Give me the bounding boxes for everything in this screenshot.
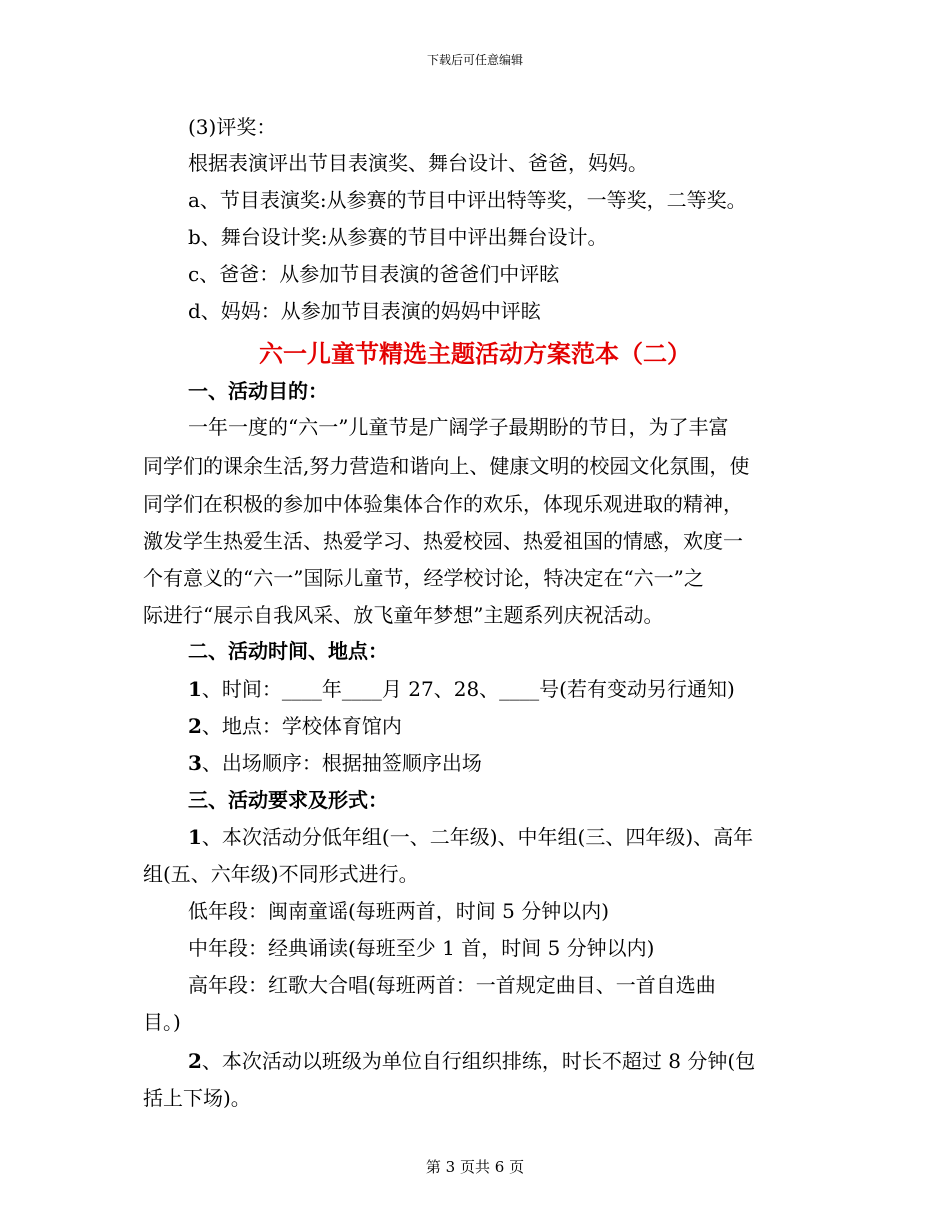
page-header: 下载后可任意编辑 <box>426 53 523 67</box>
paragraph-line: 同学们的课余生活,努力营造和谐向上、健康文明的校园文化氛围，使 <box>143 454 750 478</box>
paragraph-line: 根据表演评出节目表演奖、舞台设计、爸爸，妈妈。 <box>188 151 648 175</box>
item-number: 3 <box>188 751 202 775</box>
group-low: 低年段：闽南童谣(每班两首，时间 5 分钟以内) <box>188 899 610 923</box>
item-number: 2 <box>188 1049 202 1073</box>
page-footer: 第 3 页共 6 页 <box>425 1158 525 1176</box>
item-text: 、本次活动以班级为单位自行组织排练，时长不超过 8 分钟(包 <box>201 1049 756 1073</box>
list-item-rehearsal <box>188 1047 755 1075</box>
paragraph-line: 激发学生热爱生活、热爱学习、热爱校园、热爱祖国的情感，欢度一 <box>143 529 743 553</box>
list-item-a: a、节目表演奖:从参赛的节目中评出特等奖，一等奖，二等奖。 <box>188 188 747 212</box>
section-heading-1: 一、活动目的： <box>188 379 328 403</box>
paragraph-line: 同学们在积极的参加中体验集体合作的欢乐，体现乐观进取的精神， <box>143 492 743 516</box>
paragraph-line: 个有意义的“六一”国际儿童节，经学校讨论，特决定在“六一”之 <box>143 566 704 590</box>
group-middle: 中年段：经典诵读(每班至少 1 首，时间 5 分钟以内) <box>188 936 655 960</box>
list-item-d: d、妈妈：从参加节目表演的妈妈中评眩 <box>188 299 541 323</box>
paragraph-line: 括上下场)。 <box>143 1086 251 1110</box>
list-item-time <box>188 675 735 703</box>
item-number: 2 <box>188 714 202 738</box>
section-heading-awards: (3)评奖： <box>188 115 277 139</box>
list-item-b: b、舞台设计奖:从参赛的节目中评出舞台设计。 <box>188 225 608 249</box>
section-heading-3: 三、活动要求及形式： <box>188 788 388 812</box>
document-title: 六一儿童节精选主题活动方案范本（二） <box>259 339 691 368</box>
list-item-place <box>188 712 402 740</box>
item-text: 、时间：____年____月 27、28、____号(若有变动另行通知) <box>201 677 735 701</box>
list-item-order <box>188 749 482 777</box>
paragraph-line: 际进行“展示自我风采、放飞童年梦想”主题系列庆祝活动。 <box>143 603 664 627</box>
paragraph-line: 目。) <box>143 1010 181 1034</box>
list-item-groups <box>188 823 753 851</box>
paragraph-line: 组(五、六年级)不同形式进行。 <box>143 862 419 886</box>
paragraph-line: 一年一度的“六一”儿童节是广阔学子最期盼的节日，为了丰富 <box>188 415 729 439</box>
item-number: 1 <box>188 677 202 701</box>
item-text: 、出场顺序：根据抽签顺序出场 <box>201 751 482 775</box>
section-heading-2: 二、活动时间、地点： <box>188 639 388 663</box>
group-high: 高年段：红歌大合唱(每班两首：一首规定曲目、一首自选曲 <box>188 973 716 997</box>
item-text: 、地点：学校体育馆内 <box>201 714 402 738</box>
list-item-c: c、爸爸：从参加节目表演的爸爸们中评眩 <box>188 262 560 286</box>
item-text: 、本次活动分低年组(一、二年级)、中年组(三、四年级)、高年 <box>201 825 754 849</box>
item-number: 1 <box>188 825 202 849</box>
